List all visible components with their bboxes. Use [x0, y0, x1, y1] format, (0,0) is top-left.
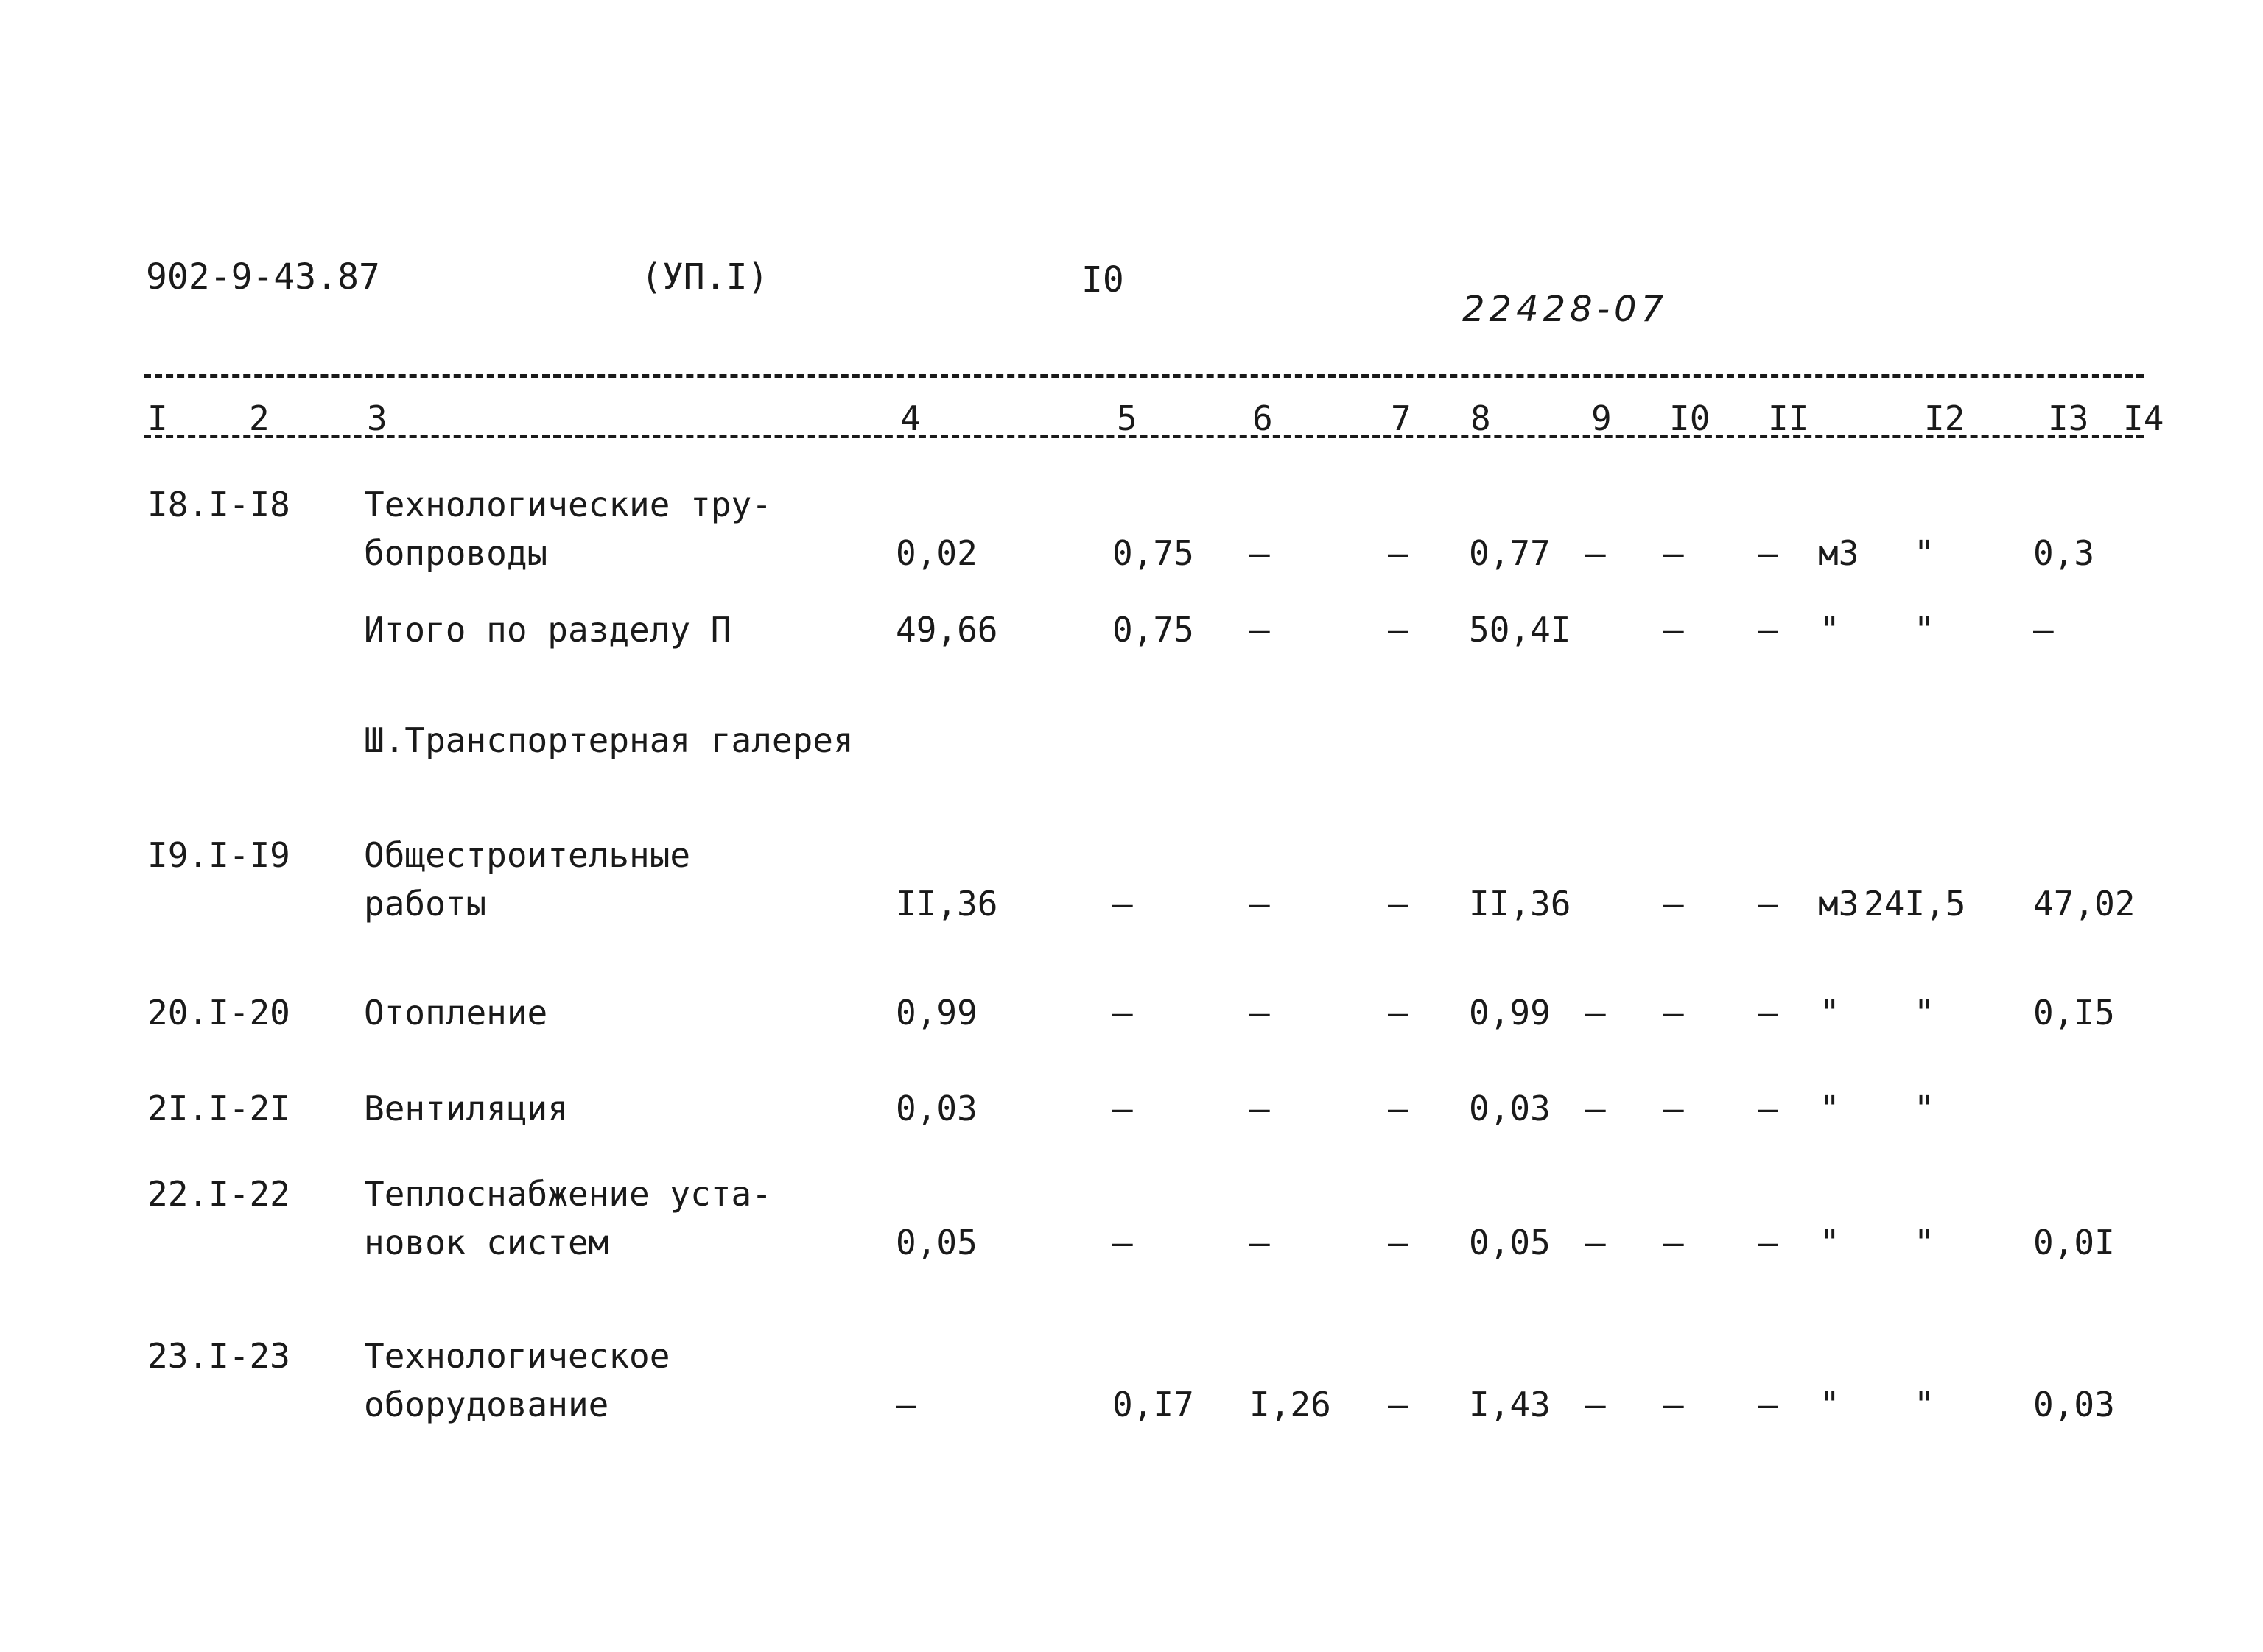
cell-unit: "	[1820, 993, 1840, 1033]
cell-c4: 0,05	[896, 1223, 978, 1262]
cell-c10: –	[1663, 884, 1684, 924]
cell-c9: –	[1585, 1089, 1606, 1128]
column-number: I3	[2048, 398, 2089, 438]
cell-c4: 0,03	[896, 1089, 978, 1128]
cell-c11: –	[1758, 993, 1778, 1033]
row-name: Технологическое	[364, 1336, 670, 1376]
row-number: 22.I-22	[147, 1174, 290, 1214]
row-number: I9.I-I9	[147, 835, 290, 875]
row-name: Теплоснабжение уста-	[364, 1174, 772, 1214]
column-number: I4	[2123, 398, 2164, 438]
cell-unit: "	[1820, 1089, 1840, 1128]
cell-unit: "	[1820, 1385, 1840, 1424]
column-number: 8	[1470, 398, 1491, 438]
cell-c11: –	[1758, 1385, 1778, 1424]
cell-c8: 50,4I	[1469, 610, 1571, 650]
column-number: II	[1768, 398, 1809, 438]
column-row-underline	[144, 435, 2144, 438]
cell-c8: I,43	[1469, 1385, 1551, 1424]
cell-c10: –	[1663, 1089, 1684, 1128]
cell-c13: 0,I5	[2033, 993, 2115, 1033]
cell-c4: –	[896, 1385, 916, 1424]
cell-c4: 49,66	[896, 610, 998, 650]
row-name: Общестроительные	[364, 835, 691, 875]
cell-c12: "	[1914, 1385, 1934, 1424]
cell-c10: –	[1663, 993, 1684, 1033]
album-number: (УП.I)	[641, 256, 769, 298]
column-number: 2	[249, 398, 270, 438]
cell-c12: 24I,5	[1864, 884, 1966, 924]
row-number: 2I.I-2I	[147, 1089, 290, 1128]
cell-c5: –	[1112, 1089, 1133, 1128]
cell-c12: "	[1914, 610, 1934, 650]
row-name: Итого по разделу П	[364, 610, 731, 650]
cell-c7: –	[1388, 1223, 1408, 1262]
cell-unit: м3	[1818, 884, 1859, 924]
row-name: новок систем	[364, 1223, 609, 1262]
cell-c11: –	[1758, 1223, 1778, 1262]
cell-c6: –	[1249, 993, 1270, 1033]
cell-c8: 0,05	[1469, 1223, 1551, 1262]
cell-c13: –	[2033, 610, 2054, 650]
cell-c10: –	[1663, 533, 1684, 573]
cell-c5: 0,75	[1112, 610, 1194, 650]
cell-c5: 0,75	[1112, 533, 1194, 573]
cell-c4: 0,02	[896, 533, 978, 573]
cell-c7: –	[1388, 993, 1408, 1033]
cell-c8: 0,03	[1469, 1089, 1551, 1128]
cell-c11: –	[1758, 610, 1778, 650]
cell-c5: 0,I7	[1112, 1385, 1194, 1424]
column-number: 6	[1252, 398, 1273, 438]
cell-c10: –	[1663, 1223, 1684, 1262]
cell-c10: –	[1663, 610, 1684, 650]
row-name: оборудование	[364, 1385, 609, 1424]
cell-c11: –	[1758, 884, 1778, 924]
column-number: 4	[900, 398, 921, 438]
cell-c9: –	[1585, 1385, 1606, 1424]
column-number: 5	[1117, 398, 1137, 438]
cell-c7: –	[1388, 533, 1408, 573]
row-number: I8.I-I8	[147, 485, 290, 524]
cell-c4: 0,99	[896, 993, 978, 1033]
cell-unit: "	[1820, 1223, 1840, 1262]
page-number: I0	[1081, 259, 1124, 300]
column-number: I0	[1669, 398, 1711, 438]
cell-c9: –	[1585, 1223, 1606, 1262]
cell-unit: "	[1820, 610, 1840, 650]
cell-unit: м3	[1818, 533, 1859, 573]
cell-c11: –	[1758, 1089, 1778, 1128]
cell-c9: –	[1585, 533, 1606, 573]
cell-c6: –	[1249, 610, 1270, 650]
row-name: Отопление	[364, 993, 548, 1033]
column-number: I2	[1924, 398, 1965, 438]
row-number: 23.I-23	[147, 1336, 290, 1376]
column-number: I	[147, 398, 168, 438]
cell-c5: –	[1112, 993, 1133, 1033]
cell-c9: –	[1585, 993, 1606, 1033]
row-number: 20.I-20	[147, 993, 290, 1033]
cell-c12: "	[1914, 533, 1934, 573]
cell-c7: –	[1388, 1385, 1408, 1424]
cell-c10: –	[1663, 1385, 1684, 1424]
cell-c6: –	[1249, 533, 1270, 573]
document-code: 902-9-43.87	[146, 256, 380, 298]
row-name: Технологические тру-	[364, 485, 772, 524]
cell-c5: –	[1112, 884, 1133, 924]
cell-c12: "	[1914, 1223, 1934, 1262]
cell-c11: –	[1758, 533, 1778, 573]
cell-c6: –	[1249, 1223, 1270, 1262]
cell-c8: 0,77	[1469, 533, 1551, 573]
column-number: 3	[367, 398, 387, 438]
cell-c7: –	[1388, 610, 1408, 650]
section-heading: Ш.Транспортерная галерея	[364, 720, 854, 760]
cell-c12: "	[1914, 993, 1934, 1033]
cell-c6: –	[1249, 884, 1270, 924]
cell-c8: II,36	[1469, 884, 1571, 924]
cell-c13: 47,02	[2033, 884, 2136, 924]
cell-c13: 0,0I	[2033, 1223, 2115, 1262]
cell-c5: –	[1112, 1223, 1133, 1262]
cell-c13: 0,03	[2033, 1385, 2115, 1424]
row-name: работы	[364, 884, 487, 924]
row-name: Вентиляция	[364, 1089, 568, 1128]
column-number: 7	[1391, 398, 1411, 438]
cell-c13: 0,3	[2033, 533, 2095, 573]
row-name: бопроводы	[364, 533, 548, 573]
column-number: 9	[1591, 398, 1612, 438]
cell-c8: 0,99	[1469, 993, 1551, 1033]
cell-c6: –	[1249, 1089, 1270, 1128]
cell-c12: "	[1914, 1089, 1934, 1128]
handwritten-inventory-number: 22428-07	[1462, 289, 1669, 330]
cell-c7: –	[1388, 884, 1408, 924]
cell-c6: I,26	[1249, 1385, 1331, 1424]
cell-c4: II,36	[896, 884, 998, 924]
header-divider	[144, 374, 2144, 378]
cell-c7: –	[1388, 1089, 1408, 1128]
